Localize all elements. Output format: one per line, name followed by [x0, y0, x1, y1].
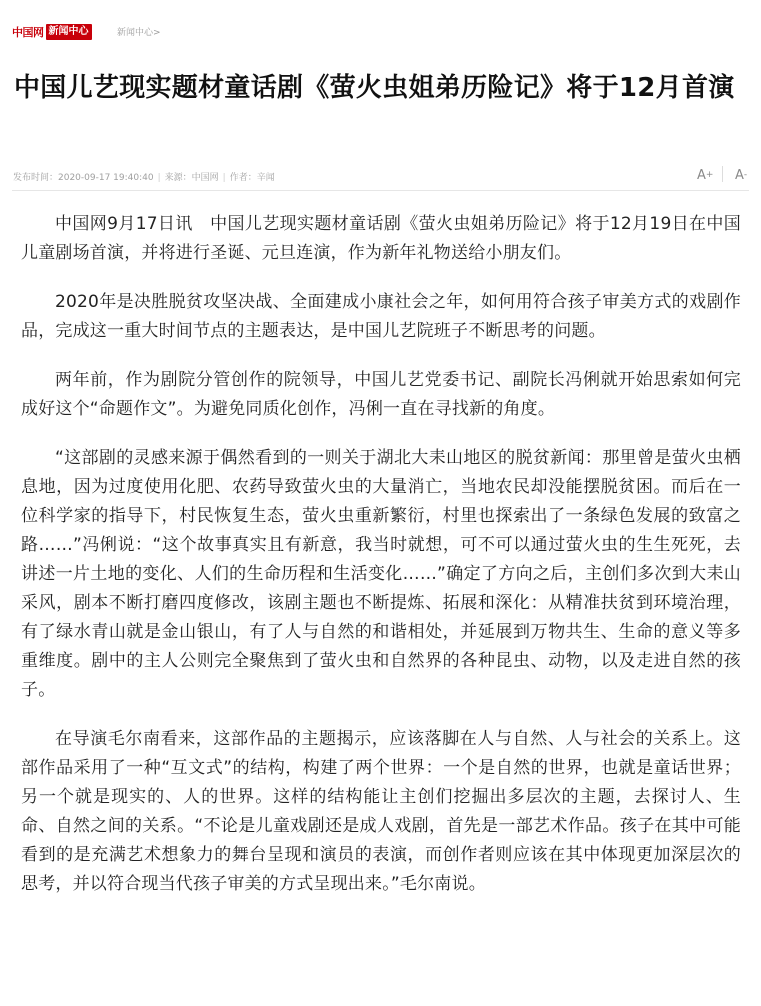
article-paragraph: 两年前，作为剧院分管创作的院领导，中国儿艺党委书记、副院长冯俐就开始思索如何完成好这个“命题作文”。为避免同质化创作，冯俐一直在寻找新的角度。 [21, 370, 741, 419]
breadcrumb-news-center[interactable]: 新闻中心> [117, 28, 161, 38]
logo-badge: 新闻中心 [46, 24, 92, 40]
article-paragraph: “这部剧的灵感来源于偶然看到的一则关于湖北大耒山地区的脱贫新闻：那里曾是萤火虫栖息地，因为过度使用化肥、农药导致萤火虫的大量消亡，当地农民却没能摆脱贫困。而后在一位科学家的指导下，村民恢复生态，萤火虫重新繁衍，村里也探索出了一条绿色发展的致富之路……”冯俐说：“这个故事真实且有新意，我当时就想，可不可以通过萤火虫的生生死死，去讲述一片土地的变化、人们的生命历程和生活变化……”确定了方向之后，主创们多次到大耒山采风，剧本不断打磨四度修改，该剧主题也不断提炼、拓展和深化：从精准扶贫到环境治理，有了绿水青山就是金山银山，有了人与自然的和谐相处，并延展到万物共生、生命的意义等多重维度。剧中的主人公则完全聚焦到了萤火虫和自然界的各种昆虫、动物，以及走进自然的孩子。 [21, 448, 741, 700]
meta-divider: | [222, 173, 226, 183]
meta-divider: | [157, 173, 161, 183]
site-logo[interactable] [12, 22, 92, 42]
article-body [21, 210, 741, 919]
top-bar [12, 22, 748, 42]
article-author: 作者：辛闻 [229, 173, 275, 183]
logo-text: 中国网 [12, 26, 44, 39]
font-increase-button[interactable] [697, 164, 713, 186]
article-paragraph: 2020年是决胜脱贫攻坚决战、全面建成小康社会之年，如何用符合孩子审美方式的戏剧作品，完成这一重大时间节点的主题表达，是中国儿艺院班子不断思考的问题。 [21, 292, 741, 341]
article-paragraph: 中国网9月17日讯 中国儿艺现实题材童话剧《萤火虫姐弟历险记》将于12月19日在中国儿童剧场首演，并将进行圣诞、元旦连演，作为新年礼物送给小朋友们。 [21, 214, 741, 263]
plus-icon: + [705, 170, 714, 180]
article-source: 来源：中国网 [164, 173, 219, 183]
font-control-divider [722, 166, 723, 182]
font-increase-label: A [697, 167, 706, 183]
font-decrease-button[interactable] [735, 164, 747, 186]
article-meta [13, 170, 275, 183]
article-title: 中国儿艺现实题材童话剧《萤火虫姐弟历险记》将于12月首演 [14, 73, 735, 103]
publish-time: 发布时间：2020-09-17 19:40:40 [13, 173, 154, 183]
header-divider [12, 190, 749, 191]
minus-icon: - [743, 170, 748, 180]
article-paragraph: 在导演毛尔南看来，这部作品的主题揭示，应该落脚在人与自然、人与社会的关系上。这部作品采用了一种“互文式”的结构，构建了两个世界：一个是自然的世界，也就是童话世界；另一个就是现实的、人的世界。这样的结构能让主创们挖掘出多层次的主题，去探讨人、生命、自然之间的关系。“不论是儿童戏剧还是成人戏剧，首先是一部艺术作品。孩子在其中可能看到的是充满艺术想象力的舞台呈现和演员的表演，而创作者则应该在其中体现更加深层次的思考，并以符合现当代孩子审美的方式呈现出来。”毛尔南说。 [21, 729, 741, 894]
font-decrease-label: A [735, 167, 744, 183]
